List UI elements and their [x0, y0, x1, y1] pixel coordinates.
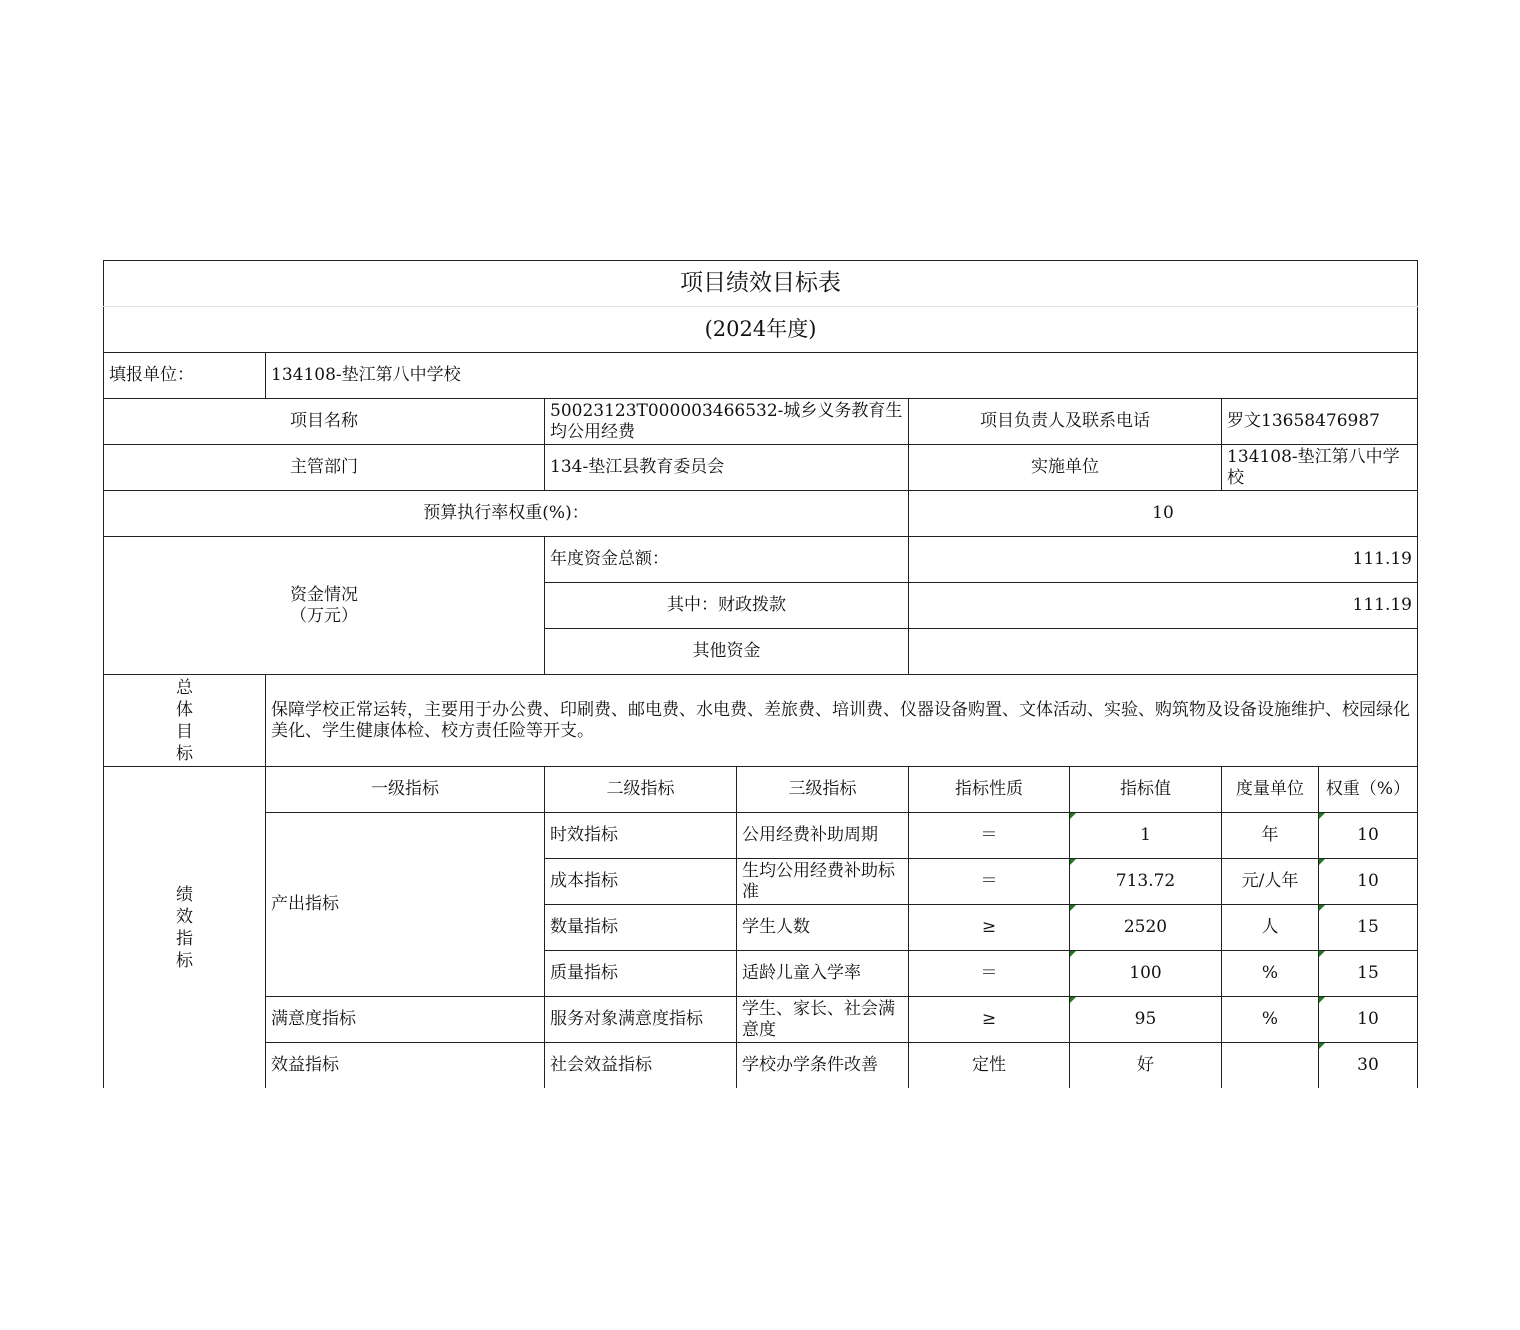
header-weight: 权重（%） — [1319, 767, 1418, 813]
goal-char: 标 — [176, 743, 193, 764]
weight-cell: 10 — [1319, 859, 1418, 905]
header-level2: 二级指标 — [545, 767, 737, 813]
header-level1: 一级指标 — [266, 767, 545, 813]
dept-label: 主管部门 — [104, 445, 545, 491]
budget-weight-value: 10 — [909, 491, 1418, 537]
header-unit: 度量单位 — [1222, 767, 1319, 813]
goal-char: 体 — [176, 699, 193, 720]
performance-target-sheet — [103, 260, 1417, 1088]
weight-cell: 15 — [1319, 951, 1418, 997]
level3-cell: 学生、家长、社会满意度 — [737, 997, 909, 1043]
project-name-label: 项目名称 — [104, 399, 545, 445]
output-indicator-label: 产出指标 — [266, 813, 545, 997]
nature-cell: ＝ — [909, 859, 1070, 905]
unit-label: 填报单位： — [104, 353, 266, 399]
unit-cell: % — [1222, 997, 1319, 1043]
level2-cell: 质量指标 — [545, 951, 737, 997]
weight-cell: 30 — [1319, 1043, 1418, 1089]
level3-cell: 公用经费补助周期 — [737, 813, 909, 859]
nature-cell: 定性 — [909, 1043, 1070, 1089]
owner-value: 罗文13658476987 — [1222, 399, 1418, 445]
funds-total-value: 111.19 — [909, 537, 1418, 583]
level2-cell: 服务对象满意度指标 — [545, 997, 737, 1043]
dept-value: 134-垫江县教育委员会 — [545, 445, 909, 491]
satisfaction-indicator-label: 满意度指标 — [266, 997, 545, 1043]
level3-cell: 适龄儿童入学率 — [737, 951, 909, 997]
level3-cell: 学校办学条件改善 — [737, 1043, 909, 1089]
project-name-value: 50023123T000003466532-城乡义务教育生均公用经费 — [545, 399, 909, 445]
weight-cell: 10 — [1319, 997, 1418, 1043]
value-cell: 100 — [1070, 951, 1222, 997]
value-cell: 好 — [1070, 1043, 1222, 1089]
owner-label: 项目负责人及联系电话 — [909, 399, 1222, 445]
unit-cell: 元/人年 — [1222, 859, 1319, 905]
nature-cell: ≥ — [909, 905, 1070, 951]
value-cell: 713.72 — [1070, 859, 1222, 905]
overall-goal-text: 保障学校正常运转，主要用于办公费、印刷费、邮电费、水电费、差旅费、培训费、仪器设备购置、文体活动、实验、购筑物及设备设施维护、校园绿化美化、学生健康体检、校方责任险等开支。 — [266, 675, 1418, 767]
unit-cell — [1222, 1043, 1319, 1089]
performance-target-table — [103, 260, 1418, 1088]
table-year: (2024年度) — [104, 307, 1418, 353]
level2-cell: 成本指标 — [545, 859, 737, 905]
funds-other-label: 其他资金 — [545, 629, 909, 675]
level2-cell: 社会效益指标 — [545, 1043, 737, 1089]
nature-cell: ＝ — [909, 813, 1070, 859]
weight-cell: 15 — [1319, 905, 1418, 951]
level3-cell: 学生人数 — [737, 905, 909, 951]
unit-cell: % — [1222, 951, 1319, 997]
funds-label — [104, 537, 545, 675]
funds-label-line1: 资金情况 — [290, 584, 358, 605]
performance-indicator-label — [104, 767, 266, 1089]
perf-char: 标 — [176, 950, 193, 971]
value-cell: 95 — [1070, 997, 1222, 1043]
benefit-indicator-label: 效益指标 — [266, 1043, 545, 1089]
weight-cell: 10 — [1319, 813, 1418, 859]
table-row — [104, 1043, 1418, 1089]
funds-fiscal-value: 111.19 — [909, 583, 1418, 629]
header-nature: 指标性质 — [909, 767, 1070, 813]
perf-char: 效 — [176, 906, 193, 927]
funds-label-line2: （万元） — [290, 605, 358, 626]
level2-cell: 数量指标 — [545, 905, 737, 951]
overall-goal-label — [104, 675, 266, 767]
goal-char: 目 — [176, 721, 193, 742]
table-row — [104, 997, 1418, 1043]
unit-value: 134108-垫江第八中学校 — [266, 353, 1418, 399]
level3-cell: 生均公用经费补助标准 — [737, 859, 909, 905]
impl-label: 实施单位 — [909, 445, 1222, 491]
funds-other-value — [909, 629, 1418, 675]
nature-cell: ＝ — [909, 951, 1070, 997]
perf-char: 指 — [176, 928, 193, 949]
level2-cell: 时效指标 — [545, 813, 737, 859]
value-cell: 1 — [1070, 813, 1222, 859]
header-level3: 三级指标 — [737, 767, 909, 813]
funds-fiscal-label: 其中：财政拨款 — [545, 583, 909, 629]
perf-char: 绩 — [176, 884, 193, 905]
table-title: 项目绩效目标表 — [104, 261, 1418, 307]
header-value: 指标值 — [1070, 767, 1222, 813]
nature-cell: ≥ — [909, 997, 1070, 1043]
funds-total-label: 年度资金总额： — [545, 537, 909, 583]
value-cell: 2520 — [1070, 905, 1222, 951]
goal-char: 总 — [176, 677, 193, 698]
table-row — [104, 813, 1418, 859]
unit-cell: 人 — [1222, 905, 1319, 951]
impl-value: 134108-垫江第八中学校 — [1222, 445, 1418, 491]
budget-weight-label: 预算执行率权重(%)： — [104, 491, 909, 537]
unit-cell: 年 — [1222, 813, 1319, 859]
